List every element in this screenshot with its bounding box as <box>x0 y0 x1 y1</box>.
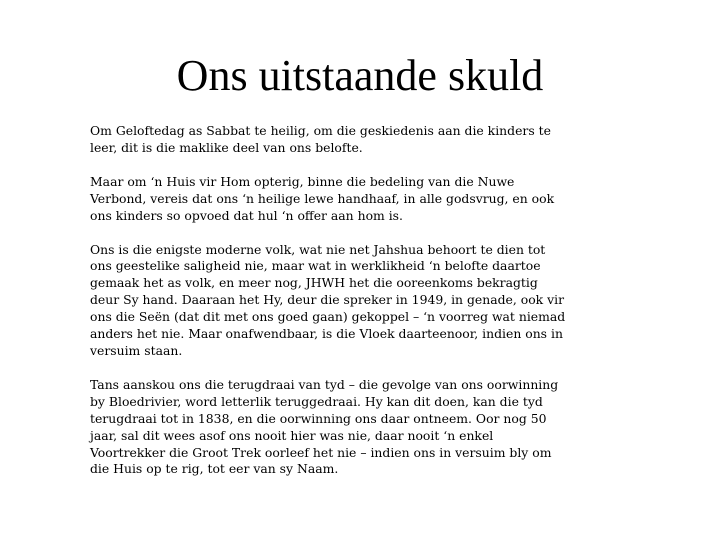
paragraph-geloftedag: Om Geloftedag as Sabbat te heilig, om die geskiedenis aan die kinders te leer, dit is die maklike deel van ons belofte. <box>90 123 551 155</box>
paragraph-terugdraai: Tans aanskou ons die terugdraai van tyd – die gevolge van ons oorwinning by Bloedrivier, word letterlik teruggedraai. Hy kan dit doen, kan die tyd terugdraai tot in 1838, en die oorwinning ons daar ontneem. Oor nog 50 jaar, sal dit wees asof ons nooit hier was nie, daar nooit ‘n enkel Voortrekker die Groot Trek oorleef het nie – indien ons in versuim bly om die Huis op te rig, tot eer van sy Naam. <box>90 376 559 477</box>
paragraph-moderne-volk: Ons is die enigste moderne volk, wat nie net Jahshua behoort te dien tot ons geestelike saligheid nie, maar wat in werklikheid ‘n belofte daartoe gemaak het as volk, en meer nog, JHWH het die ooreenkoms bekragtig deur Sy hand. Daaraan het Hy, deur die spreker in 1949, in genade, ook vir ons die Seën (dat dit met ons goed gaan) gekoppel – ‘n voorreg wat niemad anders het nie. Maar onafwendbaar, is die Vloek daarteenoor, indien ons in versuim staan. <box>90 241 566 358</box>
slide-title: Ons uitstaande skuld <box>176 51 544 100</box>
slide-body <box>90 123 650 495</box>
paragraph-huis: Maar om ‘n Huis vir Hom opterig, binne die bedeling van die Nuwe Verbond, vereis dat ons ‘n heilige lewe handhaaf, in alle godsvrug, en ook ons kinders so opvoed dat hul ‘n offer aan hom is. <box>90 173 555 223</box>
